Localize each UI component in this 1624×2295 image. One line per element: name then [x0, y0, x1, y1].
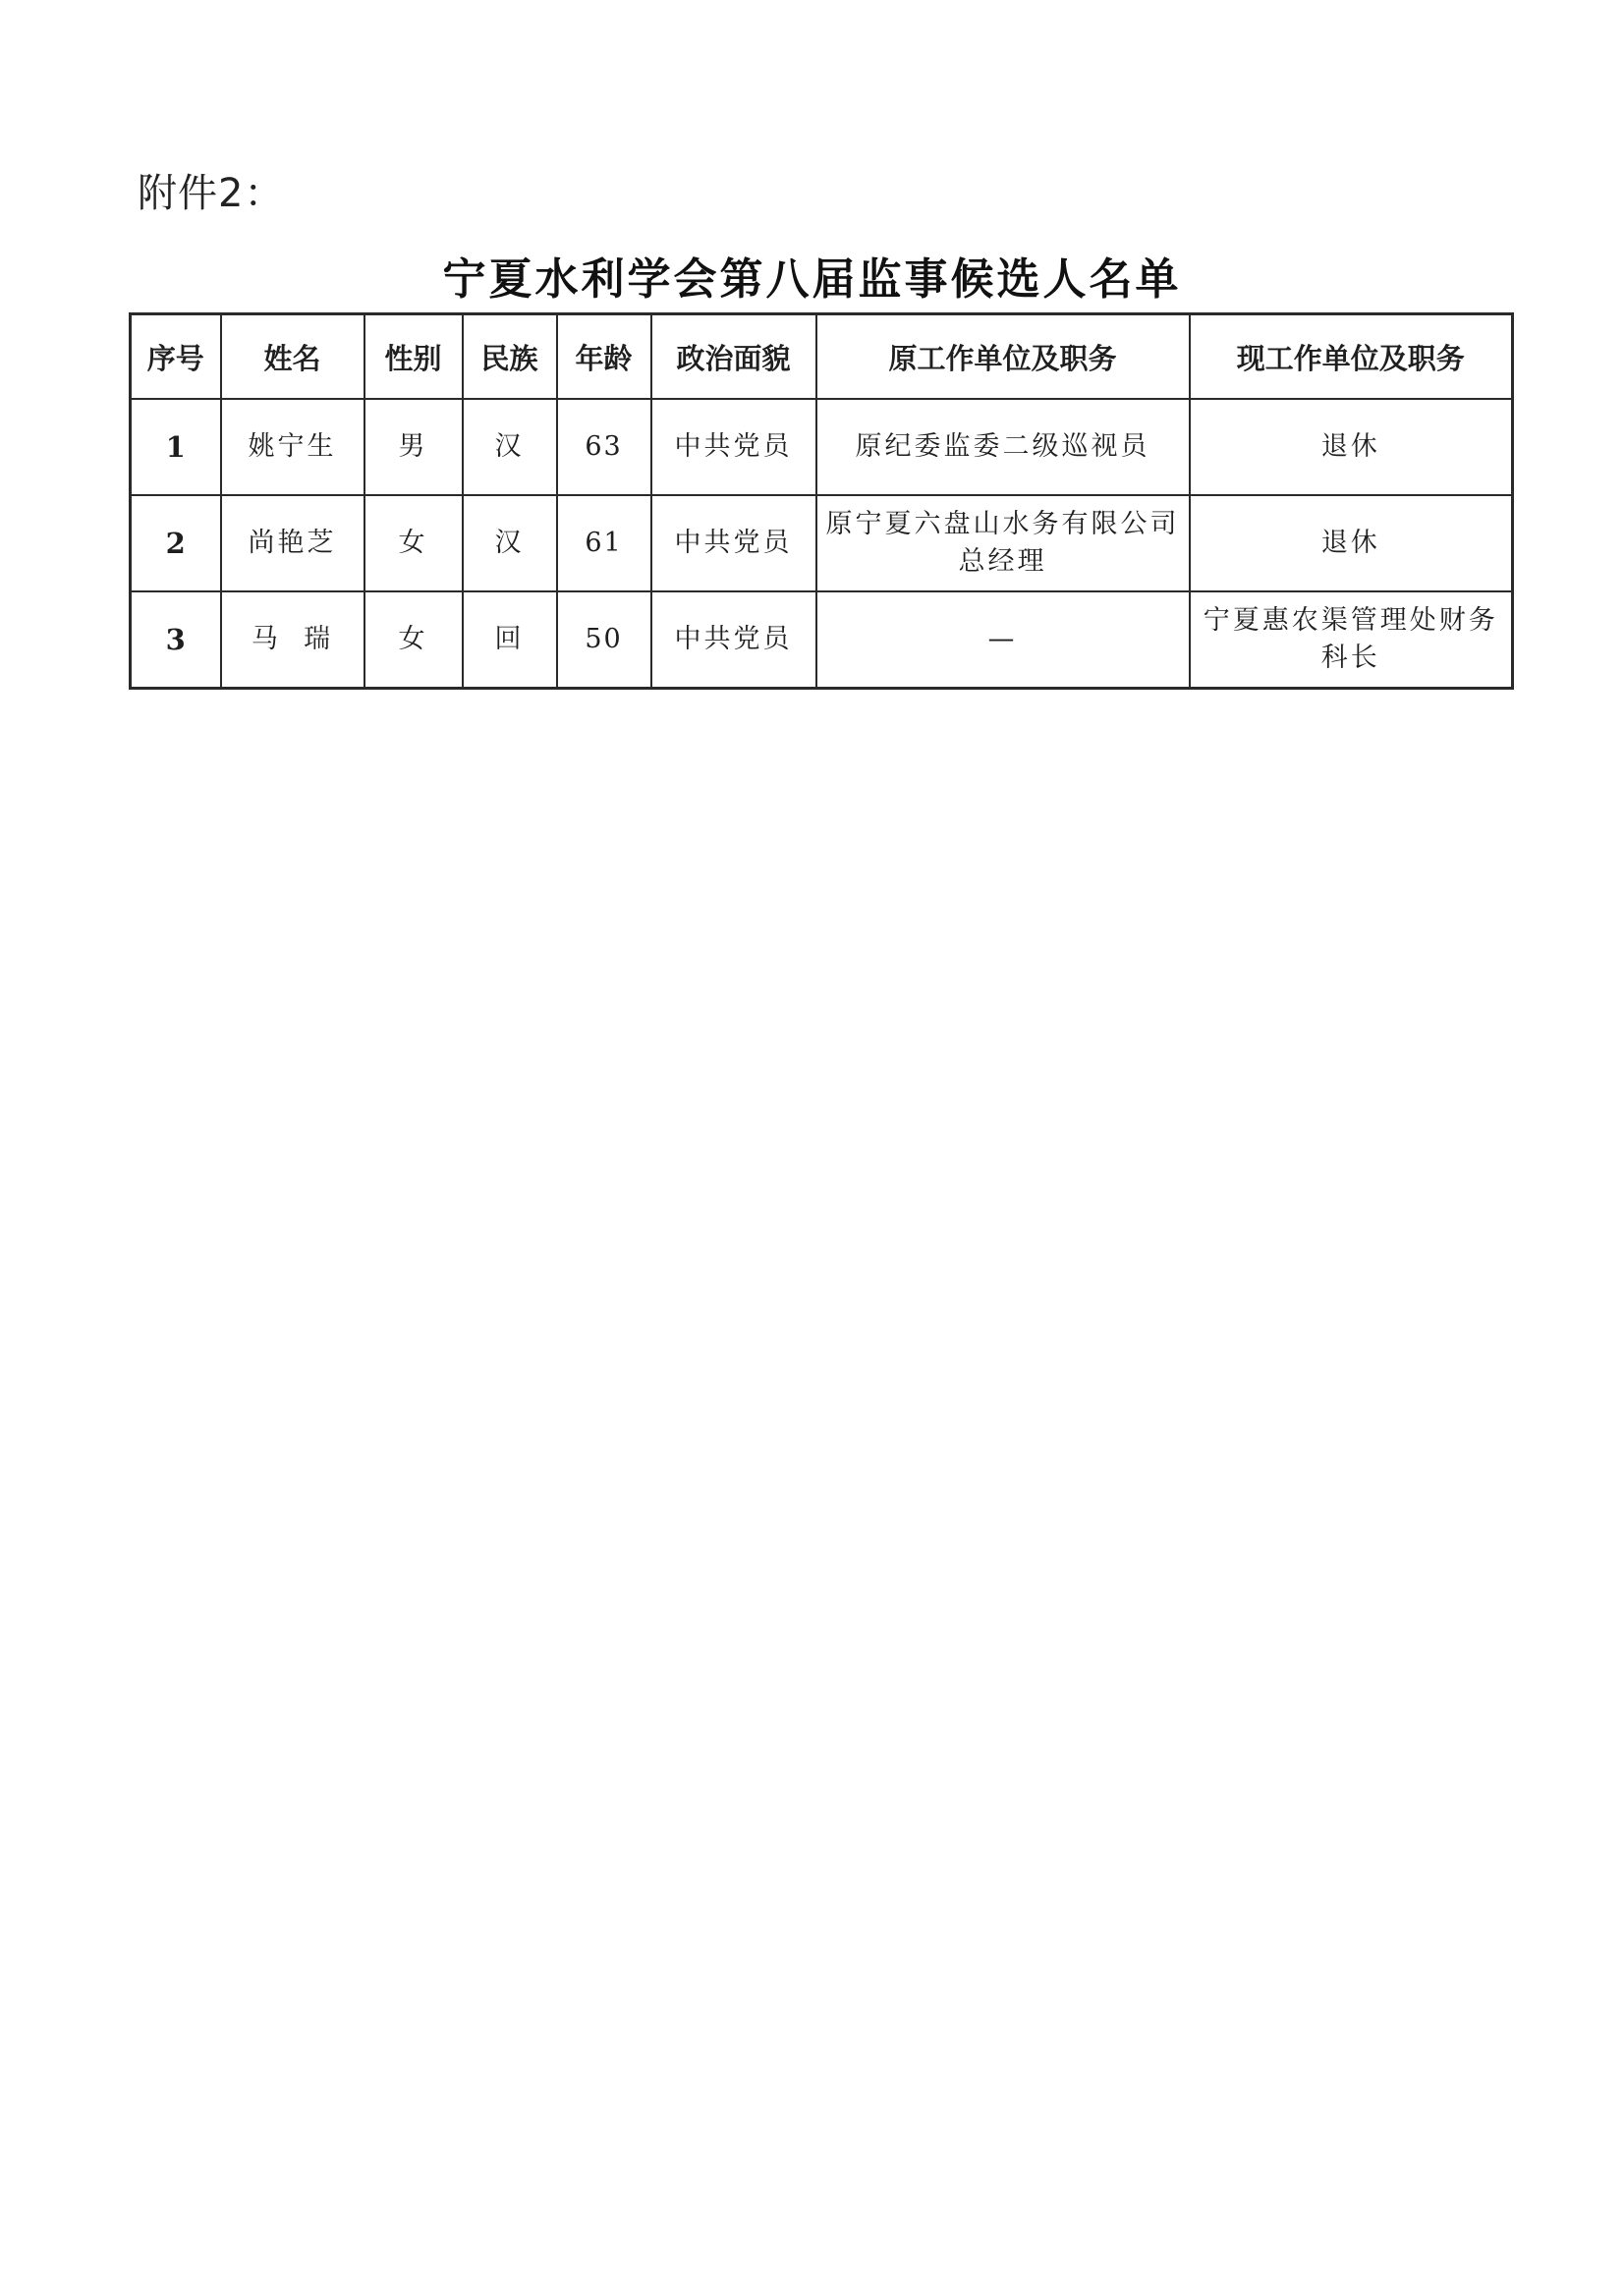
cell-ethnicity: 汉	[463, 399, 557, 495]
header-gender: 性别	[364, 314, 463, 400]
cell-ethnicity: 回	[463, 591, 557, 689]
cell-ethnicity: 汉	[463, 495, 557, 591]
cell-political-status: 中共党员	[651, 591, 816, 689]
header-former-position: 原工作单位及职务	[816, 314, 1190, 400]
cell-gender: 女	[364, 495, 463, 591]
header-ethnicity: 民族	[463, 314, 557, 400]
cell-current-position: 退休	[1190, 399, 1513, 495]
table-row	[131, 399, 1513, 495]
cell-gender: 女	[364, 591, 463, 689]
cell-age: 61	[557, 495, 651, 591]
cell-age: 63	[557, 399, 651, 495]
cell-name: 尚艳芝	[221, 495, 364, 591]
cell-former-position: —	[816, 591, 1190, 689]
cell-gender: 男	[364, 399, 463, 495]
header-political-status: 政治面貌	[651, 314, 816, 400]
cell-age: 50	[557, 591, 651, 689]
table-header-row	[131, 314, 1513, 400]
cell-political-status: 中共党员	[651, 399, 816, 495]
attachment-label: 附件2：	[138, 171, 285, 216]
header-name: 姓名	[221, 314, 364, 400]
cell-former-position: 原纪委监委二级巡视员	[816, 399, 1190, 495]
cell-current-position: 退休	[1190, 495, 1513, 591]
header-current-position: 现工作单位及职务	[1190, 314, 1513, 400]
document-title: 宁夏水利学会第八届监事候选人名单	[442, 254, 1182, 305]
table-row	[131, 591, 1513, 689]
header-age: 年龄	[557, 314, 651, 400]
cell-seq: 2	[131, 495, 221, 591]
cell-name: 马 瑞	[221, 591, 364, 689]
cell-name: 姚宁生	[221, 399, 364, 495]
candidate-table	[129, 312, 1514, 690]
cell-political-status: 中共党员	[651, 495, 816, 591]
cell-seq: 3	[131, 591, 221, 689]
cell-seq: 1	[131, 399, 221, 495]
cell-current-position: 宁夏惠农渠管理处财务科长	[1190, 591, 1513, 689]
header-seq: 序号	[131, 314, 221, 400]
table-row	[131, 495, 1513, 591]
cell-former-position: 原宁夏六盘山水务有限公司总经理	[816, 495, 1190, 591]
